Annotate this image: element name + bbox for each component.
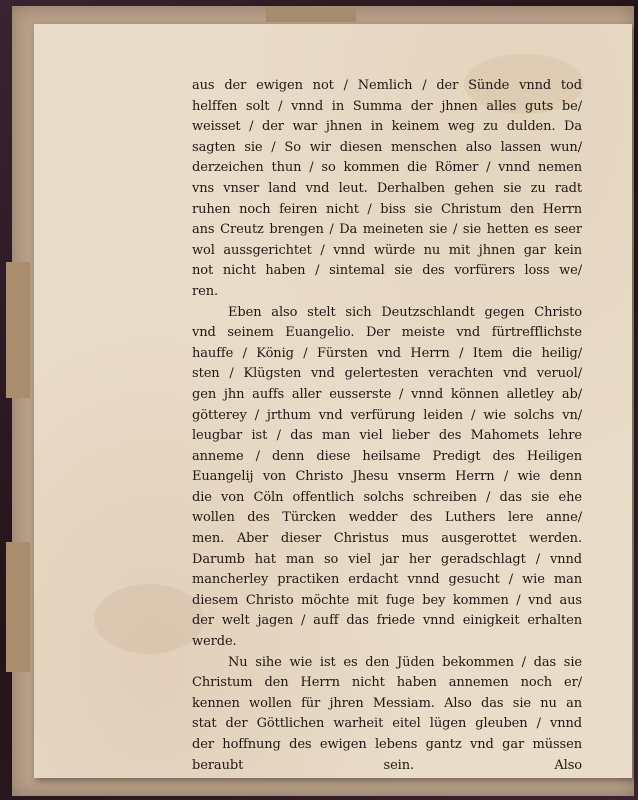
body-text bbox=[192, 76, 582, 776]
text-line: men. Aber dieser Christus mus ausgerottet werden. bbox=[192, 531, 582, 547]
text-line: Darumb hat man so viel jar her geradschlagt / vnnd bbox=[192, 551, 582, 567]
text-line: wollen des Türcken wedder des Luthers lere anne/ bbox=[192, 510, 582, 526]
text-line: vns vnser land vnd leut. Derhalben gehen sie zu radt bbox=[192, 180, 582, 196]
page-stain bbox=[94, 584, 204, 654]
text-line: not nicht haben / sintemal sie des vorfürers loss we/ bbox=[192, 263, 582, 279]
text-line: leugbar ist / das man viel lieber des Mahomets lehre bbox=[192, 428, 582, 444]
text-line: götterey / jrthum vnd verfürung leiden / wie solchs vn/ bbox=[192, 407, 582, 423]
text-line: hauffe / König / Fürsten vnd Herrn / Item die heilig/ bbox=[192, 345, 582, 361]
text-line: beraubt sein. Also bbox=[192, 757, 582, 773]
text-line: sagten sie / So wir diesen menschen also lassen wun/ bbox=[192, 139, 582, 155]
text-line: sten / Klügsten vnd gelertesten verachten vnd veruol/ bbox=[192, 366, 582, 382]
text-line: Nu sihe wie ist es den Jüden bekommen / das sie bbox=[228, 654, 582, 670]
text-line: stat der Göttlichen warheit eitel lügen gleuben / vnnd bbox=[192, 716, 582, 732]
text-line: Euangelij von Christo Jhesu vnserm Herrn / wie denn bbox=[192, 469, 582, 485]
mount-tab-top bbox=[266, 6, 356, 22]
mount-tab-left-upper bbox=[6, 262, 30, 398]
text-line: ans Creutz brengen / Da meineten sie / sie hetten es seer bbox=[192, 222, 582, 238]
text-line: ren. bbox=[192, 283, 219, 299]
text-line: Christum den Herrn nicht haben annemen noch er/ bbox=[192, 675, 582, 691]
text-line: aus der ewigen not / Nemlich / der Sünde vnnd tod bbox=[192, 78, 582, 93]
text-line: weisset / der war jhnen in keinem weg zu dulden. Da bbox=[192, 119, 582, 135]
text-line: kennen wollen für jhren Messiam. Also das sie nu an bbox=[192, 695, 582, 711]
text-line: werde. bbox=[192, 634, 237, 650]
text-line: ruhen noch feiren nicht / biss sie Christum den Herrn bbox=[192, 201, 582, 217]
text-line: derzeichen thun / so kommen die Römer / vnnd nemen bbox=[192, 160, 582, 176]
text-line: helffen solt / vnnd in Summa der jhnen alles guts be/ bbox=[192, 98, 582, 114]
text-line: der hoffnung des ewigen lebens gantz vnd gar müssen bbox=[192, 737, 582, 752]
printed-page bbox=[34, 24, 632, 778]
text-line: die von Cöln offentlich solchs schreiben / das sie ehe bbox=[192, 489, 582, 505]
text-line: mancherley practiken erdacht vnnd gesucht / wie man bbox=[192, 572, 582, 588]
text-line: vnd seinem Euangelio. Der meiste vnd fürtrefflichste bbox=[192, 325, 582, 341]
text-line: Eben also stelt sich Deutzschlandt gegen Christo bbox=[228, 304, 582, 320]
text-line: wol aussgerichtet / vnnd würde nu mit jhnen gar kein bbox=[192, 242, 582, 258]
mount-tab-left-lower bbox=[6, 542, 30, 672]
text-line: der welt jagen / auff das friede vnnd einigkeit erhalten bbox=[192, 613, 582, 629]
text-line: gen jhn auffs aller eusserste / vnnd können alletley ab/ bbox=[192, 386, 582, 402]
text-line: diesem Christo möchte mit fuge bey kommen / vnd aus bbox=[192, 592, 582, 608]
text-line: anneme / denn diese heilsame Predigt des Heiligen bbox=[192, 448, 582, 464]
